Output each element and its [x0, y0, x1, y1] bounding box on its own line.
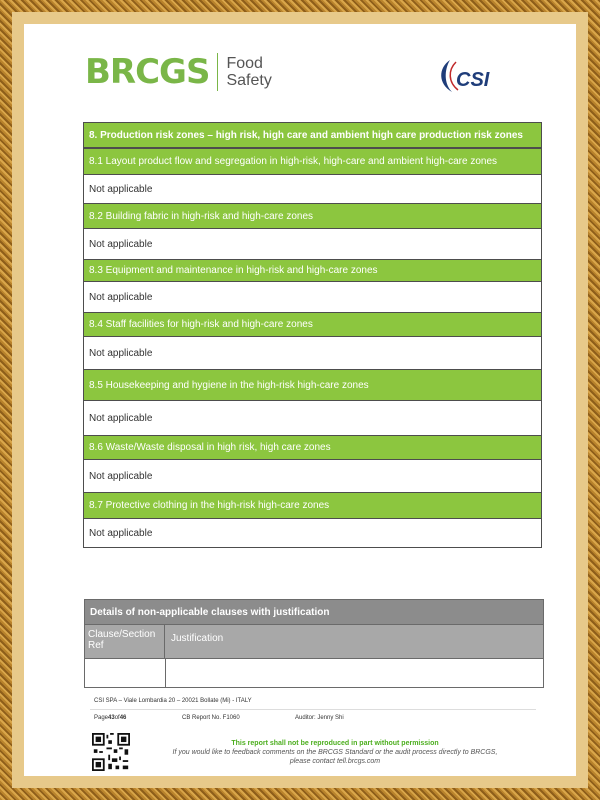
- brcgs-logo-word: BRCGS: [85, 52, 210, 92]
- justification-table: [84, 599, 544, 688]
- clause-value: Not applicable: [83, 460, 542, 492]
- reproduction-notice: [140, 739, 530, 766]
- csi-logo-text: CSI: [456, 69, 490, 91]
- feedback-text: If you would like to feedback comments on the BRCGS Standard or the audit process directly to BRCGS,: [172, 749, 498, 756]
- brcgs-logo: [85, 52, 272, 92]
- clause-value: Not applicable: [83, 519, 542, 548]
- justification-column-header: Justification: [171, 633, 224, 644]
- page-number: Page43of46: [94, 715, 127, 721]
- clause-heading: 8.6 Waste/Waste disposal in high risk, high care zones: [83, 435, 542, 460]
- justification-header-row: [84, 625, 544, 658]
- footer-meta-row: [90, 710, 536, 726]
- qr-code-icon: [92, 733, 130, 771]
- contact-text: please contact tell.brcgs.com: [289, 758, 381, 765]
- clause-heading: 8.5 Housekeeping and hygiene in the high-risk high-care zones: [83, 369, 542, 401]
- brcgs-logo-divider: [217, 53, 218, 91]
- clause-heading: 8.3 Equipment and maintenance in high-risk and high-care zones: [83, 259, 542, 282]
- footer-address: CSI SPA – Viale Lombardia 20 – 20021 Bollate (Mi) - ITALY: [90, 693, 536, 710]
- section-title: 8. Production risk zones – high risk, high care and ambient high care production risk zones: [83, 122, 542, 148]
- section-8-table: [83, 122, 542, 548]
- brcgs-logo-tagline: Food Safety: [226, 55, 272, 89]
- justification-empty-row: [84, 658, 544, 688]
- clause-value: Not applicable: [83, 229, 542, 259]
- clause-ref-cell: [85, 659, 166, 687]
- clause-value: Not applicable: [83, 175, 542, 203]
- clause-value: Not applicable: [83, 401, 542, 435]
- report-number: CB Report No. F1060: [182, 715, 240, 721]
- reproduction-warning: This report shall not be reproduced in part without permission: [231, 740, 439, 747]
- clause-heading: 8.1 Layout product flow and segregation in high-risk, high-care and ambient high-care zones: [83, 148, 542, 175]
- clause-value: Not applicable: [83, 282, 542, 312]
- justification-title: Details of non-applicable clauses with justification: [84, 599, 544, 625]
- clause-value: Not applicable: [83, 337, 542, 369]
- report-footer: [90, 693, 536, 726]
- clause-heading: 8.7 Protective clothing in the high-risk high-care zones: [83, 492, 542, 519]
- clause-heading: 8.4 Staff facilities for high-risk and high-care zones: [83, 312, 542, 337]
- clause-ref-column-header: Clause/Section Ref: [85, 625, 165, 658]
- auditor-name: Auditor: Jenny Shi: [295, 715, 344, 721]
- csi-logo: [436, 58, 504, 94]
- clause-heading: 8.2 Building fabric in high-risk and high-care zones: [83, 203, 542, 229]
